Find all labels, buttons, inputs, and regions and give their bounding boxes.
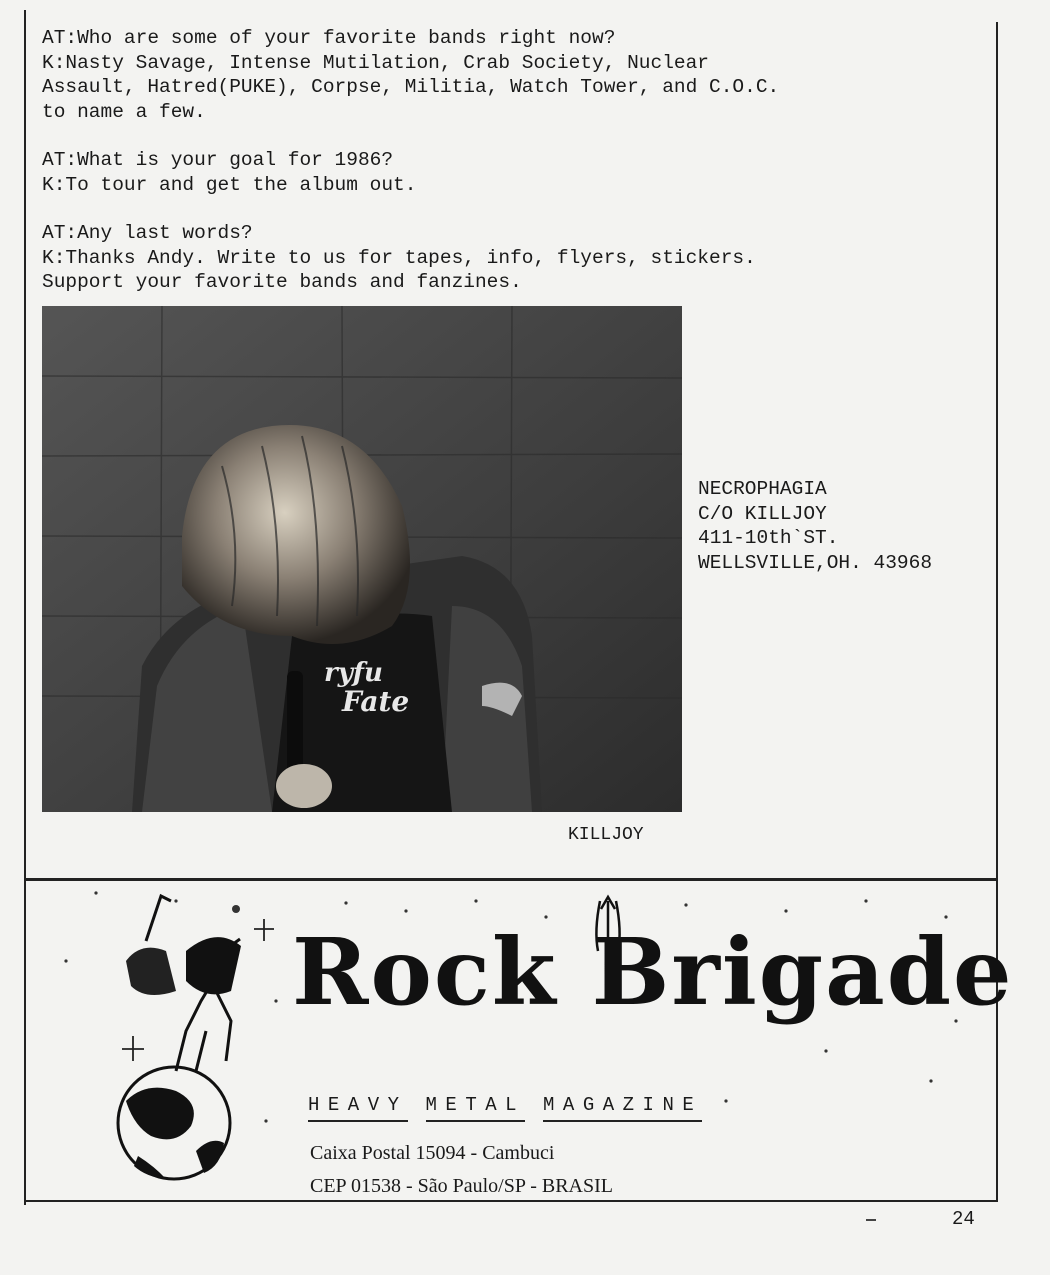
shirt-lettering: ryfu <box>324 658 383 688</box>
ad-postal-address: Caixa Postal 15094 - Cambuci <box>310 1142 555 1164</box>
ad-postal-code: CEP 01538 - São Paulo/SP - BRASIL <box>310 1175 613 1197</box>
qa-block-last-words <box>42 221 987 295</box>
page-number: 24 <box>952 1208 975 1230</box>
shirt-lettering: Fate <box>342 685 410 718</box>
killjoy-photo <box>42 306 682 812</box>
answer-line: Support your favorite bands and fanzines. <box>42 271 522 293</box>
contact-address <box>698 477 932 575</box>
answer-line: K:Thanks Andy. Write to us for tapes, info, flyers, stickers. <box>42 246 756 269</box>
subtitle-heavy: HEAVY <box>308 1094 408 1122</box>
subtitle-metal: METAL <box>426 1094 526 1122</box>
answer-goal: K:To tour and get the album out. <box>42 173 417 196</box>
answer-line: K:Nasty Savage, Intense Mutilation, Crab Society, Nuclear <box>42 51 710 74</box>
contact-street: 411-10th`ST. <box>698 527 839 549</box>
frame-bottom-border <box>24 1200 998 1202</box>
interview-text <box>42 26 987 319</box>
answer-line: Assault, Hatred(PUKE), Corpse, Militia, Watch Tower, and C.O.C. <box>42 76 780 98</box>
photo-illustration <box>42 306 682 812</box>
page-dash <box>866 1219 876 1221</box>
rock-brigade-logo: Rock Brigade <box>292 918 1014 1026</box>
contact-band-name: NECROPHAGIA <box>698 478 827 500</box>
subtitle-magazine: MAGAZINE <box>543 1094 702 1122</box>
question-favorite-bands: AT:Who are some of your favorite bands right now? <box>42 27 616 49</box>
qa-block-goal <box>42 148 987 197</box>
contact-care-of: C/O KILLJOY <box>698 502 827 525</box>
question-last-words: AT:Any last words? <box>42 222 253 244</box>
ad-subtitle <box>308 1094 720 1122</box>
contact-city: WELLSVILLE,OH. 43968 <box>698 551 933 574</box>
answer-line: to name a few. <box>42 100 206 123</box>
qa-block-favorite-bands <box>42 26 987 124</box>
question-goal: AT:What is your goal for 1986? <box>42 149 394 171</box>
photo-caption: KILLJOY <box>568 825 644 845</box>
